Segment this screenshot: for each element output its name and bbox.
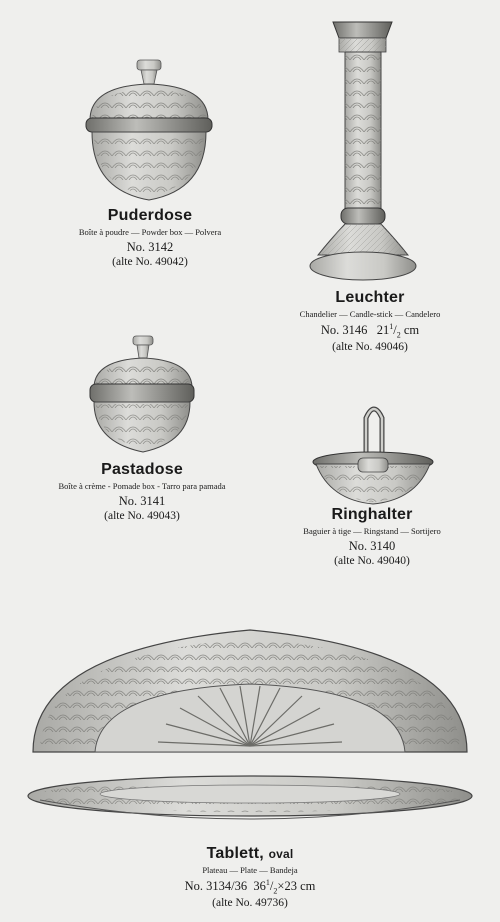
old-product-number: (alte No. 49046)	[332, 340, 408, 353]
caption-puderdose	[78, 207, 222, 268]
ring-stand-illustration	[313, 409, 433, 504]
product-name: Tablett,	[206, 845, 264, 862]
oval-tray-illustration	[28, 630, 472, 819]
product-number: No. 3134/36	[184, 879, 248, 894]
product-translations: Baguier à tige — Ringstand — Sortijero	[303, 526, 441, 536]
product-name: Pastadose	[101, 461, 183, 478]
size-whole: 21	[376, 323, 390, 338]
size-second: 23	[284, 879, 297, 894]
size-unit: cm	[403, 323, 420, 338]
size-fraction-numerator: 1	[389, 322, 394, 331]
product-number: No. 3142	[126, 240, 174, 254]
product-translations: Plateau — Plate — Bandeja	[202, 865, 298, 875]
product-translations: Boîte à crème - Pomade box - Tarro para pamada	[58, 481, 226, 491]
old-product-number: (alte No. 49043)	[104, 510, 180, 522]
product-number-size: No. 3146 $21^1/_2$ cm	[320, 322, 420, 340]
size-fraction-numerator: 1	[265, 878, 270, 887]
product-number: No. 3140	[348, 539, 396, 553]
old-product-number: (alte No. 49736)	[212, 896, 288, 909]
product-number-size: No. 3134/36 $36^1/_2\times 23$ cm	[184, 878, 316, 896]
candlestick-illustration	[310, 22, 416, 280]
product-name-suffix: oval	[268, 847, 294, 861]
product-name-line	[170, 845, 330, 863]
old-product-number: (alte No. 49040)	[334, 555, 410, 567]
caption-leuchter	[300, 289, 440, 353]
old-product-number: (alte No. 49042)	[112, 256, 188, 268]
pomade-box-illustration	[90, 336, 194, 452]
size-fraction-denominator: 2	[273, 886, 278, 896]
product-name: Ringhalter	[331, 506, 413, 523]
caption-ringhalter	[303, 506, 441, 567]
size-unit: cm	[300, 879, 316, 894]
product-name: Puderdose	[107, 207, 193, 224]
product-translations: Chandelier — Candle-stick — Candelero	[299, 309, 441, 319]
caption-pastadose	[58, 461, 226, 522]
size-whole: 36	[253, 879, 266, 894]
size-times: ×	[277, 879, 285, 894]
product-number: No. 3141	[118, 494, 166, 508]
powder-box-illustration	[86, 60, 212, 200]
product-name: Leuchter	[335, 289, 405, 306]
product-number: No. 3146	[320, 323, 368, 338]
product-translations: Boîte à poudre — Powder box — Polvera	[78, 227, 222, 237]
size-fraction-denominator: 2	[396, 330, 401, 340]
caption-tablett	[170, 845, 330, 909]
